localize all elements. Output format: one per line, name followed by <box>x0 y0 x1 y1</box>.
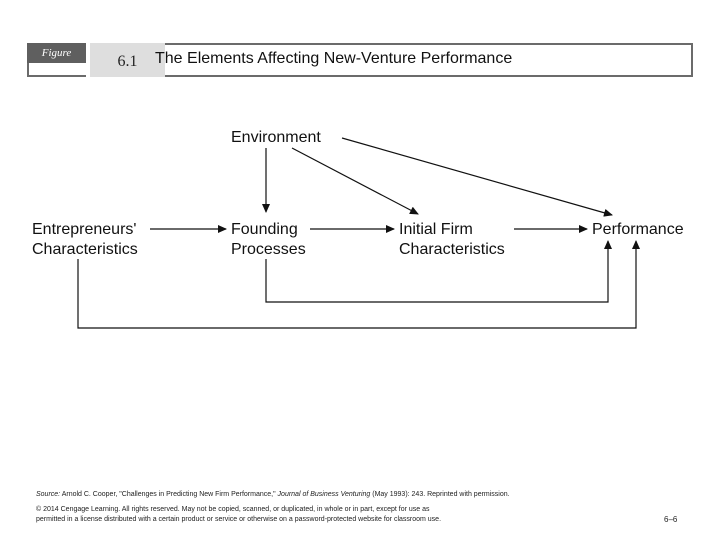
source-citation <box>36 491 510 498</box>
page-number: 6–6 <box>664 515 678 524</box>
source-text: Arnold C. Cooper, "Challenges in Predicting New Firm Performance," <box>61 491 276 498</box>
copyright-line-1: © 2014 Cengage Learning. All rights reserved. May not be copied, scanned, or duplicated, in whole or in part, except for use as <box>36 506 430 513</box>
node-initial-firm-line2: Characteristics <box>399 241 505 258</box>
node-initial-firm-line1: Initial Firm <box>399 221 473 238</box>
node-founding-line1: Founding <box>231 221 298 238</box>
copyright-line-2: permitted in a license distributed with a certain product or service or otherwise on a password-protected website for classroom use. <box>36 516 442 523</box>
node-performance: Performance <box>592 221 684 238</box>
figure-label: Figure <box>27 43 86 63</box>
edge-environment-to-performance <box>342 138 612 215</box>
node-environment: Environment <box>231 129 321 146</box>
source-tail: (May 1993): 243. Reprinted with permission. <box>372 491 510 498</box>
figure-title: The Elements Affecting New-Venture Performance <box>155 50 513 67</box>
edge-entrepreneurs-to-performance-loop <box>78 241 636 328</box>
source-journal: Journal of Business Venturing <box>277 491 371 498</box>
figure-number: 6.1 <box>90 43 165 77</box>
node-entrepreneurs-line2: Characteristics <box>32 241 138 258</box>
source-label: Source: <box>36 491 61 498</box>
node-founding-line2: Processes <box>231 241 306 258</box>
edge-environment-to-initial-firm <box>292 148 418 214</box>
node-entrepreneurs-line1: Entrepreneurs' <box>32 221 137 238</box>
